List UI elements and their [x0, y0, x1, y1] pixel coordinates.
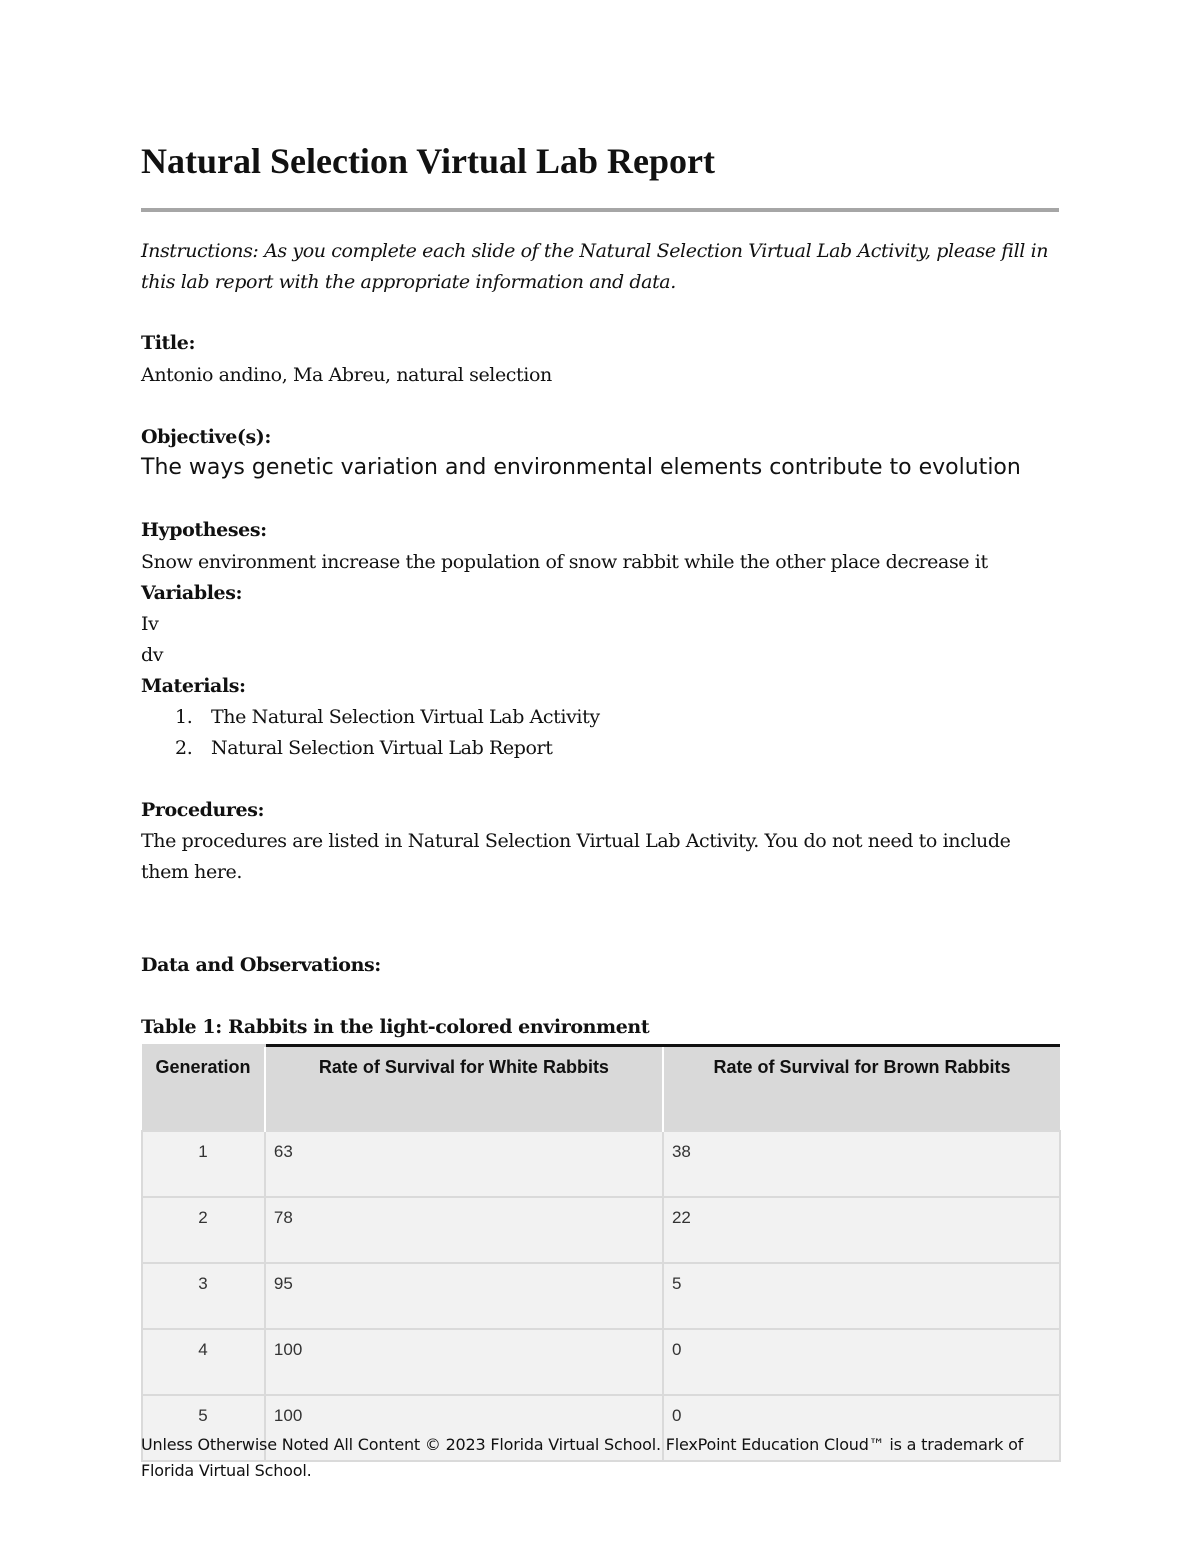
brown-survival-cell: 0: [663, 1395, 1060, 1461]
hypotheses-label: Hypotheses:: [141, 519, 267, 541]
generation-cell: 4: [142, 1329, 265, 1395]
document-title: Natural Selection Virtual Lab Report: [141, 141, 715, 181]
generation-cell: 5: [142, 1395, 265, 1461]
title-label: Title:: [141, 332, 196, 354]
survival-table: [141, 1044, 1061, 1462]
white-survival-cell: 100: [265, 1329, 663, 1395]
brown-survival-cell: 38: [663, 1131, 1060, 1197]
variables-iv: Iv: [141, 613, 159, 635]
title-value: Antonio andino, Ma Abreu, natural selection: [141, 364, 552, 386]
table-row: [142, 1263, 1060, 1329]
table-row: [142, 1131, 1060, 1197]
brown-survival-cell: 5: [663, 1263, 1060, 1329]
materials-label: Materials:: [141, 675, 246, 697]
list-item-number: 2.: [175, 737, 193, 759]
title-divider: [141, 208, 1059, 212]
brown-survival-cell: 0: [663, 1329, 1060, 1395]
materials-list: [141, 702, 1041, 764]
list-item-text: Natural Selection Virtual Lab Report: [211, 737, 553, 759]
table-row: [142, 1329, 1060, 1395]
procedures-value: The procedures are listed in Natural Selection Virtual Lab Activity. You do not need to include them here.: [141, 830, 1011, 883]
copyright-footer: Unless Otherwise Noted All Content © 2023 Florida Virtual School. FlexPoint Education Cloud™ is a trademark of Florida Virtual School.: [141, 1435, 1024, 1480]
white-survival-cell: 95: [265, 1263, 663, 1329]
table-caption: Table 1: Rabbits in the light-colored environment: [141, 1016, 650, 1038]
instructions-text: Instructions: As you complete each slide of the Natural Selection Virtual Lab Activity, please fill in this lab report with the appropriate information and data.: [141, 240, 1049, 293]
objective-label: Objective(s):: [141, 426, 271, 448]
column-header: Rate of Survival for White Rabbits: [265, 1046, 663, 1132]
variables-dv: dv: [141, 644, 164, 666]
hypotheses-value: Snow environment increase the population of snow rabbit while the other place decrease it: [141, 551, 988, 573]
list-item: [141, 733, 1041, 764]
white-survival-cell: 100: [265, 1395, 663, 1461]
table-row: [142, 1197, 1060, 1263]
variables-label: Variables:: [141, 582, 243, 604]
white-survival-cell: 78: [265, 1197, 663, 1263]
objective-value: The ways genetic variation and environmental elements contribute to evolution: [141, 455, 1021, 480]
brown-survival-cell: 22: [663, 1197, 1060, 1263]
white-survival-cell: 63: [265, 1131, 663, 1197]
column-header: Generation: [142, 1046, 265, 1132]
procedures-label: Procedures:: [141, 799, 265, 821]
generation-cell: 1: [142, 1131, 265, 1197]
list-item-text: The Natural Selection Virtual Lab Activity: [211, 706, 600, 728]
generation-cell: 2: [142, 1197, 265, 1263]
column-header: Rate of Survival for Brown Rabbits: [663, 1046, 1060, 1132]
data-observations-label: Data and Observations:: [141, 954, 381, 976]
generation-cell: 3: [142, 1263, 265, 1329]
list-item-number: 1.: [175, 706, 193, 728]
table-header-row: [142, 1046, 1060, 1132]
list-item: [141, 702, 1041, 733]
